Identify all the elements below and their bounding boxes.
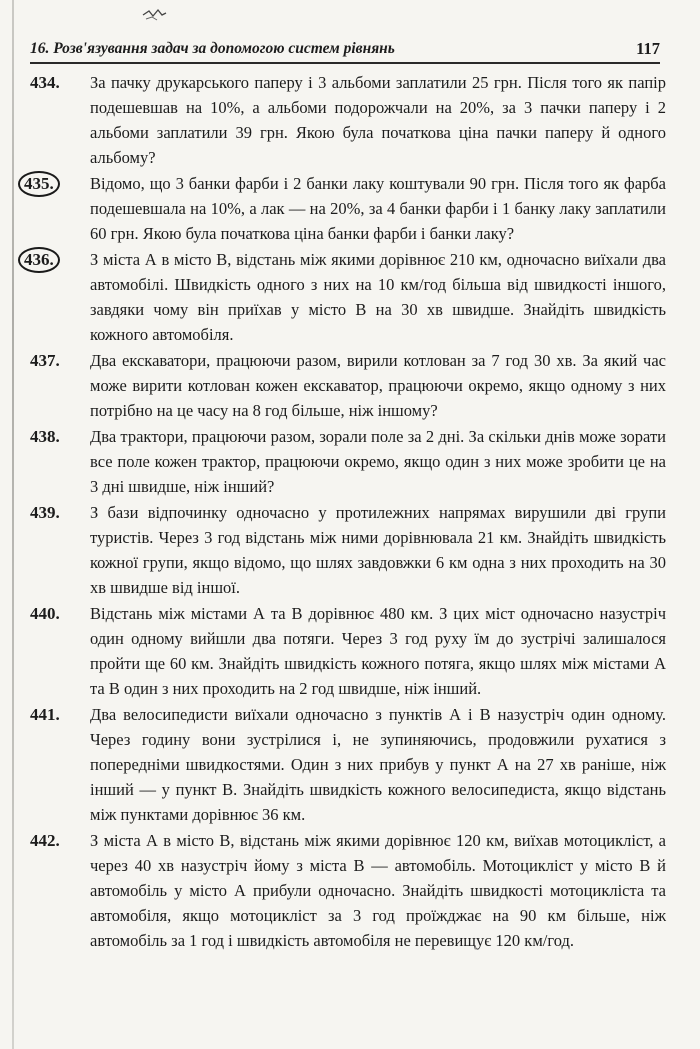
problem-439 <box>30 500 666 600</box>
problem-440 <box>30 601 666 701</box>
problem-number: 434. <box>30 73 60 92</box>
problem-number: 442. <box>30 831 60 850</box>
problem-435 <box>24 171 666 246</box>
problem-text: З бази відпочинку одночасно у протилежних напрямах вирушили дві групи туристів. Через 3 год відстань між ними дорівнювала 21 км. Знайдіть швидкість кожної групи, якщо відомо, що шлях завдовжки 6 км одна з них проходить на 30 хв швидше від іншої. <box>90 503 666 597</box>
page-binding-edge <box>12 0 14 1049</box>
ink-smudge <box>140 6 168 24</box>
page-number: 117 <box>636 39 660 58</box>
problem-438 <box>30 424 666 499</box>
problem-442 <box>30 828 666 953</box>
chapter-title: 16. Розв'язування задач за допомогою систем рівнянь <box>30 40 395 57</box>
problem-434 <box>30 70 666 170</box>
problem-number-circled: 435. <box>18 171 60 197</box>
page-header <box>30 40 660 66</box>
problem-436 <box>24 247 666 347</box>
problem-number: 439. <box>30 503 60 522</box>
problem-number: 438. <box>30 427 60 446</box>
problem-number: 441. <box>30 705 60 724</box>
problem-number-circled: 436. <box>18 247 60 273</box>
problem-text: З міста А в місто В, відстань між якими дорівнює 210 км, одночасно виїхали два автомобілі. Швидкість одного з них на 10 км/год більша від швидкості іншого, завдяки чому він приїхав у місто В на 30 хв швидше. Знайдіть швидкість кожного автомобіля. <box>90 250 666 344</box>
problem-number: 440. <box>30 604 60 623</box>
problem-text: Відомо, що 3 банки фарби і 2 банки лаку коштували 90 грн. Після того як фарба подешевшала на 10%, а лак — на 20%, за 4 банки фарби і 1 банку лаку заплатили 60 грн. Якою була початкова ціна банки фарби і банки лаку? <box>90 174 666 243</box>
problem-text: З міста А в місто В, відстань між якими дорівнює 120 км, виїхав мотоцикліст, а через 40 хв назустріч йому з міста В — автомобіль. Мотоцикліст у місто В й автомобіль у місто А прибули одночасно. Знайдіть швидкості мотоцикліста та автомобіля, якщо мотоцикліст за 3 год проїжджає на 90 км більше, ніж автомобіль за 1 год і швидкість автомобіля не перевищує 120 км/год. <box>90 831 666 950</box>
problem-437 <box>30 348 666 423</box>
header-divider <box>30 62 660 64</box>
problem-text: Відстань між містами А та В дорівнює 480 км. З цих міст одночасно назустріч один одному вийшли два потяги. Через 3 год руху їм до зустрічі залишалося пройти ще 60 км. Знайдіть швидкість кожного потяга, якщо шлях між містами А та В один з них проходить на 2 год швидше, ніж інший. <box>90 604 666 698</box>
problem-list <box>24 70 666 954</box>
problem-text: Два екскаватори, працюючи разом, вирили котлован за 7 год 30 хв. За який час може вирити котлован кожен екскаватор, працюючи окремо, якщо одному з них потрібно на це часу на 8 год більше, ніж іншому? <box>90 351 666 420</box>
problem-text: Два велосипедисти виїхали одночасно з пунктів А і В назустріч один одному. Через годину вони зустрілися і, не зупиняючись, продовжили рухатися з попередніми швидкостями. Один з них прибув у пункт А на 27 хв раніше, ніж інший — у пункт В. Знайдіть швидкість кожного велосипедиста, якщо відстань між пунктами дорівнює 36 км. <box>90 705 666 824</box>
problem-441 <box>30 702 666 827</box>
problem-text: Два трактори, працюючи разом, зорали поле за 2 дні. За скільки днів може зорати все поле кожен трактор, працюючи окремо, якщо один з них може зробити це на 3 дні швидше, ніж інший? <box>90 427 666 496</box>
problem-text: За пачку друкарського паперу і 3 альбоми заплатили 25 грн. Після того як папір подешевшав на 10%, а альбоми подорожчали на 20%, за 3 пачки паперу і 2 альбоми заплатили 39 грн. Якою була початкова ціна пачки паперу й одного альбому? <box>90 73 666 167</box>
problem-number: 437. <box>30 351 60 370</box>
